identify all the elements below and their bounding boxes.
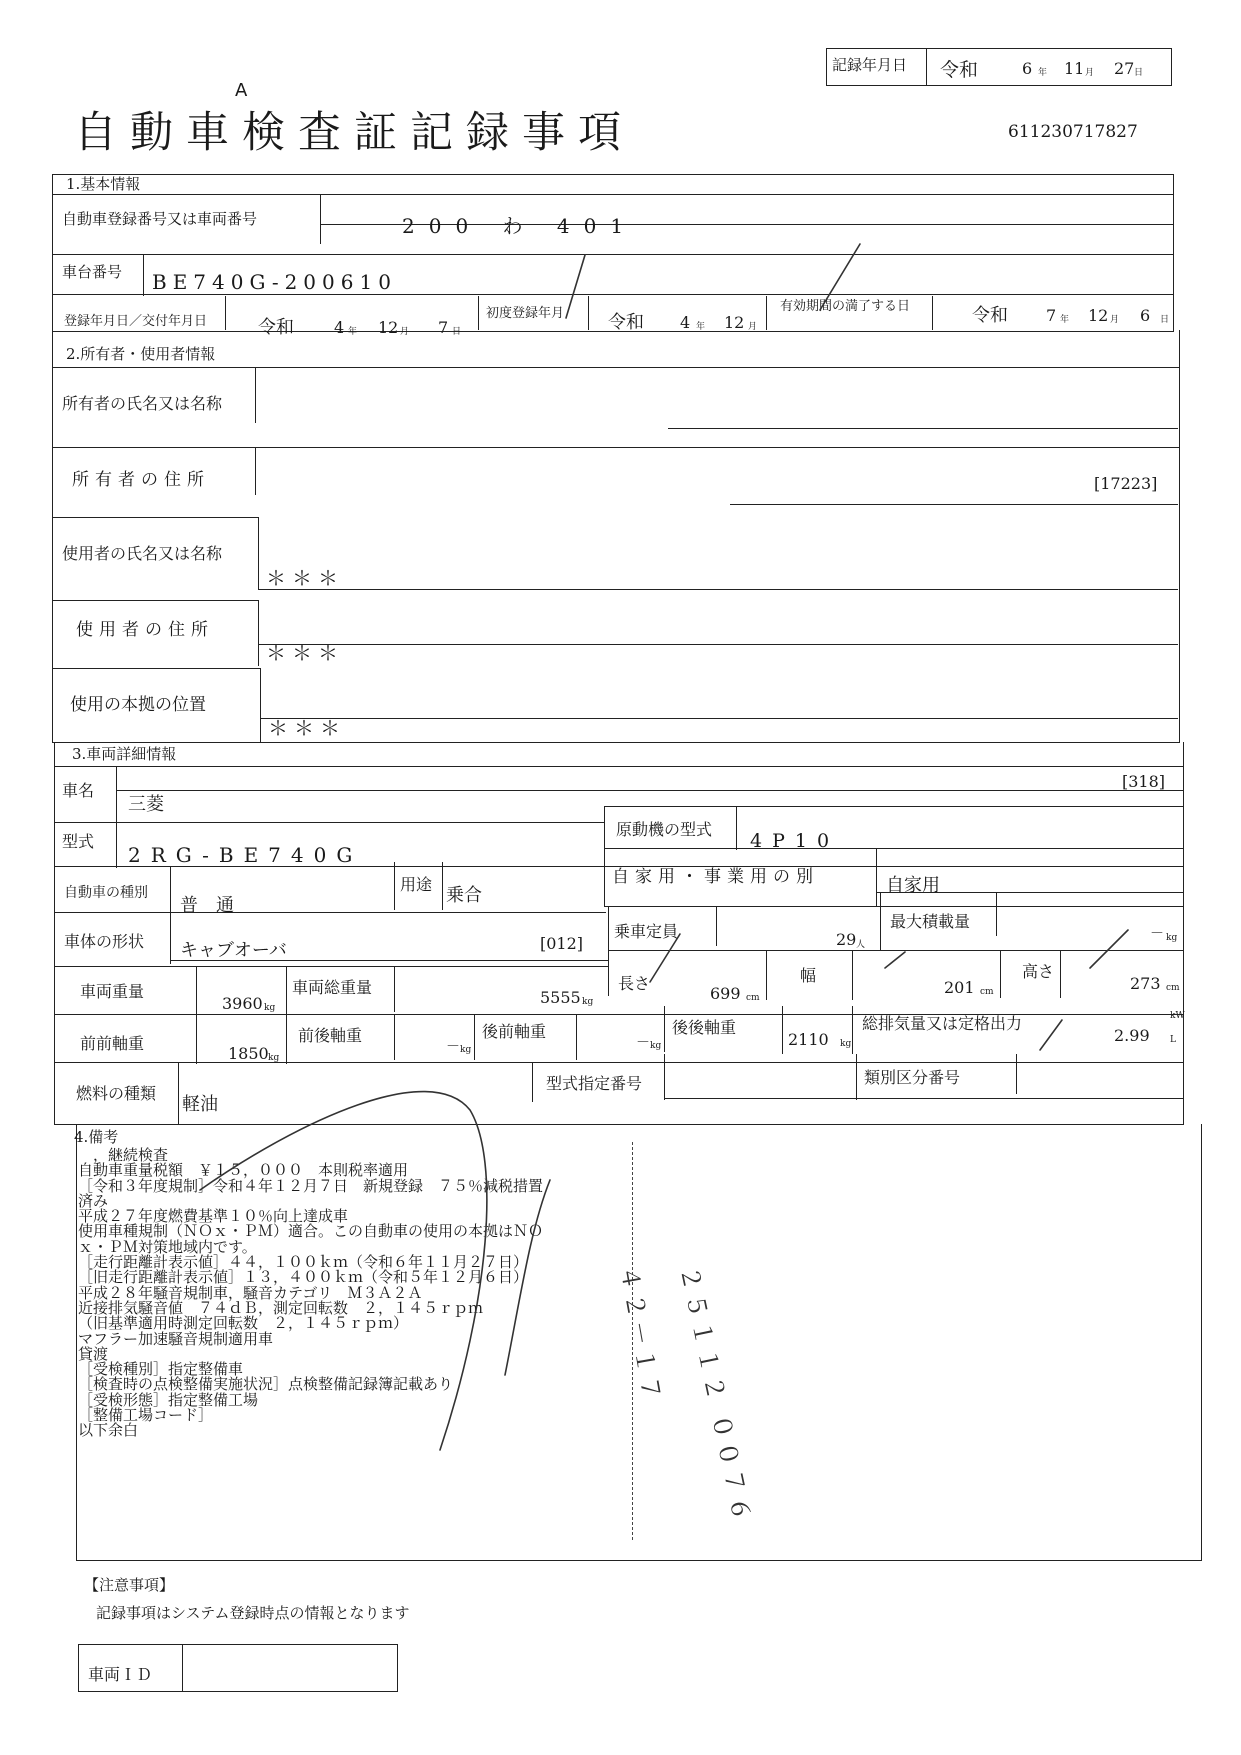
displacement-value: 2.99 bbox=[1114, 1026, 1150, 1045]
private-business-value: 自家用 bbox=[886, 875, 940, 896]
user-name-value: ＊＊＊ bbox=[266, 566, 344, 590]
section1-title: 1.基本情報 bbox=[66, 175, 141, 193]
remarks-line: ｘ・ＰＭ対策地域内です。 bbox=[78, 1237, 257, 1256]
base-location-value: ＊＊＊ bbox=[268, 716, 346, 740]
remarks-line: マフラー加速騒音規制適用車 bbox=[78, 1329, 274, 1348]
vehicle-kind-label: 自動車の種別 bbox=[64, 885, 148, 901]
weight-label: 車両重量 bbox=[80, 982, 145, 1001]
reg-number-value: 200 わ 401 bbox=[402, 214, 638, 238]
engine-label: 原動機の型式 bbox=[616, 820, 713, 839]
body-shape-label: 車体の形状 bbox=[64, 932, 145, 951]
remarks-line: （旧基準適用時測定回転数 ２，１４５ｒｐｍ） bbox=[78, 1314, 409, 1333]
reg-number-label: 自動車登録番号又は車両番号 bbox=[62, 210, 258, 228]
rf-axle-value: － bbox=[636, 1035, 650, 1051]
height-label: 高さ bbox=[1022, 962, 1055, 981]
engine-value: 4P10 bbox=[750, 830, 840, 852]
user-address-value: ＊＊＊ bbox=[266, 641, 344, 665]
section2-title: 2.所有者・使用者情報 bbox=[66, 345, 216, 363]
height-value: 273 bbox=[1130, 974, 1161, 993]
remarks-line: 平成２８年騒音規制車，騒音カテゴリ Ｍ３Ａ２Ａ bbox=[78, 1283, 423, 1302]
rr-axle-label: 後後軸重 bbox=[672, 1018, 737, 1037]
reg-date-month: 12 bbox=[378, 318, 399, 337]
expiry-month: 12 bbox=[1088, 306, 1109, 325]
remarks-line: ［整備工場コード］ bbox=[78, 1406, 214, 1425]
ff-axle-value: 1850 bbox=[228, 1044, 269, 1063]
mark-a: A bbox=[235, 80, 248, 101]
private-business-label: 自家用・事業用の別 bbox=[612, 867, 819, 887]
model-value: 2RG-BE740G bbox=[128, 843, 363, 867]
max-load-label: 最大積載量 bbox=[890, 912, 971, 931]
remarks-line: 貸渡 bbox=[78, 1344, 109, 1363]
maker-value: 三菱 bbox=[128, 794, 164, 815]
handwritten-note-b: ４２－１７ bbox=[614, 1263, 667, 1407]
expiry-year: 7 bbox=[1046, 306, 1057, 325]
first-reg-era: 令和 bbox=[608, 312, 644, 333]
body-shape-code: [012] bbox=[540, 934, 584, 953]
record-date-era: 令和 bbox=[940, 59, 979, 81]
owner-address-code: [17223] bbox=[1094, 474, 1158, 493]
rf-axle-label: 後前軸重 bbox=[482, 1022, 547, 1041]
category-label: 類別区分番号 bbox=[864, 1068, 961, 1087]
record-date-label: 記録年月日 bbox=[832, 56, 908, 74]
usage-label: 用途 bbox=[400, 875, 433, 894]
user-name-label: 使用者の氏名又は名称 bbox=[62, 544, 223, 563]
vehicle-kind-value: 普 通 bbox=[180, 895, 234, 916]
vehicle-id-label: 車両ＩＤ bbox=[88, 1665, 153, 1684]
max-load-value: － bbox=[1150, 926, 1164, 942]
section4-title: 4.備考 bbox=[74, 1128, 119, 1146]
fr-axle-label: 前後軸重 bbox=[298, 1026, 363, 1045]
first-reg-month: 12 bbox=[724, 313, 745, 332]
owner-name-label: 所有者の氏名又は名称 bbox=[62, 394, 223, 413]
remarks-line: 平成２７年度燃費基準１０％向上達成車 bbox=[78, 1207, 349, 1226]
length-value: 699 bbox=[710, 984, 741, 1003]
chassis-label: 車台番号 bbox=[62, 263, 123, 281]
remarks-line: ，継続検査 bbox=[78, 1146, 169, 1164]
capacity-value: 29 bbox=[836, 930, 857, 949]
remarks-text bbox=[78, 1148, 638, 1439]
ff-axle-label: 前前軸重 bbox=[80, 1034, 145, 1053]
document-number: 611230717827 bbox=[1008, 122, 1138, 142]
maker-code: [318] bbox=[1122, 772, 1166, 791]
usage-value: 乗合 bbox=[446, 885, 482, 906]
owner-address-label: 所有者の住所 bbox=[72, 470, 210, 490]
expiry-label: 有効期間の満了する日 bbox=[780, 299, 911, 314]
type-designation-label: 型式指定番号 bbox=[546, 1074, 643, 1093]
record-date-day: 27 bbox=[1114, 59, 1135, 78]
base-location-label: 使用の本拠の位置 bbox=[70, 695, 206, 715]
page-title: 自動車検査証記録事項 bbox=[74, 108, 634, 158]
capacity-label: 乗車定員 bbox=[614, 922, 679, 941]
chassis-value: BE740G-200610 bbox=[152, 270, 397, 294]
expiry-day: 6 bbox=[1140, 306, 1151, 325]
notes-text: 記録事項はシステム登録時点の情報となります bbox=[96, 1604, 410, 1622]
user-address-label: 使用者の住所 bbox=[76, 620, 214, 640]
section3-title: 3.車両詳細情報 bbox=[72, 745, 177, 763]
remarks-line: ［受検形態］指定整備工場 bbox=[78, 1390, 259, 1409]
notes-title: 【注意事項】 bbox=[84, 1576, 175, 1594]
reg-date-label: 登録年月日／交付年月日 bbox=[64, 314, 208, 329]
remarks-line: ［受検種別］指定整備車 bbox=[78, 1360, 244, 1379]
maker-label: 車名 bbox=[62, 781, 95, 800]
body-shape-value: キャブオーバ bbox=[180, 940, 287, 961]
fr-axle-value: － bbox=[446, 1039, 460, 1055]
width-value: 201 bbox=[944, 978, 975, 997]
weight-value: 3960 bbox=[222, 994, 263, 1013]
model-label: 型式 bbox=[62, 832, 95, 851]
remarks-line: ［令和３年度規制］令和４年１２月７日 新規登録 ７５％減税措置 bbox=[78, 1176, 544, 1195]
record-date-month: 11 bbox=[1064, 59, 1085, 78]
remarks-line: 自動車重量税額 ￥１５，０００ 本則税率適用 bbox=[78, 1161, 409, 1180]
section2-frame bbox=[52, 330, 1180, 743]
displacement-label: 総排気量又は定格出力 bbox=[862, 1014, 1023, 1033]
first-reg-year: 4 bbox=[680, 313, 691, 332]
rr-axle-value: 2110 bbox=[788, 1030, 829, 1049]
reg-date-day: 7 bbox=[438, 318, 449, 337]
gross-weight-value: 5555 bbox=[540, 988, 581, 1007]
remarks-line: ［旧走行距離計表示値］１３，４００ｋｍ（令和５年１２月６日） bbox=[78, 1268, 529, 1287]
expiry-era: 令和 bbox=[972, 305, 1008, 326]
record-date-year: 6 bbox=[1022, 59, 1033, 78]
remarks-line: ［検査時の点検整備実施状況］点検整備記録簿記載あり bbox=[78, 1375, 454, 1394]
gross-weight-label: 車両総重量 bbox=[292, 978, 373, 997]
handwritten-note-a: ２５１１２ ００７６ bbox=[674, 1263, 757, 1528]
first-reg-label: 初度登録年月 bbox=[486, 306, 565, 321]
reg-date-era: 令和 bbox=[258, 317, 294, 338]
fuel-value: 軽油 bbox=[182, 1094, 218, 1115]
width-label: 幅 bbox=[800, 966, 817, 985]
reg-date-year: 4 bbox=[334, 318, 345, 337]
remarks-line: 使用車種規制（ＮＯｘ・ＰＭ）適合。この自動車の使用の本拠はＮＯ bbox=[78, 1222, 544, 1241]
remarks-line: ［走行距離計表示値］４４，１００ｋｍ（令和６年１１月２７日） bbox=[78, 1253, 529, 1272]
length-label: 長さ bbox=[618, 974, 651, 993]
remarks-line: 近接排気騒音値 ７４ｄＢ，測定回転数 ２，１４５ｒｐｍ bbox=[78, 1298, 484, 1317]
remarks-line: 済み bbox=[78, 1191, 109, 1210]
fuel-label: 燃料の種類 bbox=[76, 1084, 157, 1103]
remarks-line: 以下余白 bbox=[78, 1421, 139, 1440]
